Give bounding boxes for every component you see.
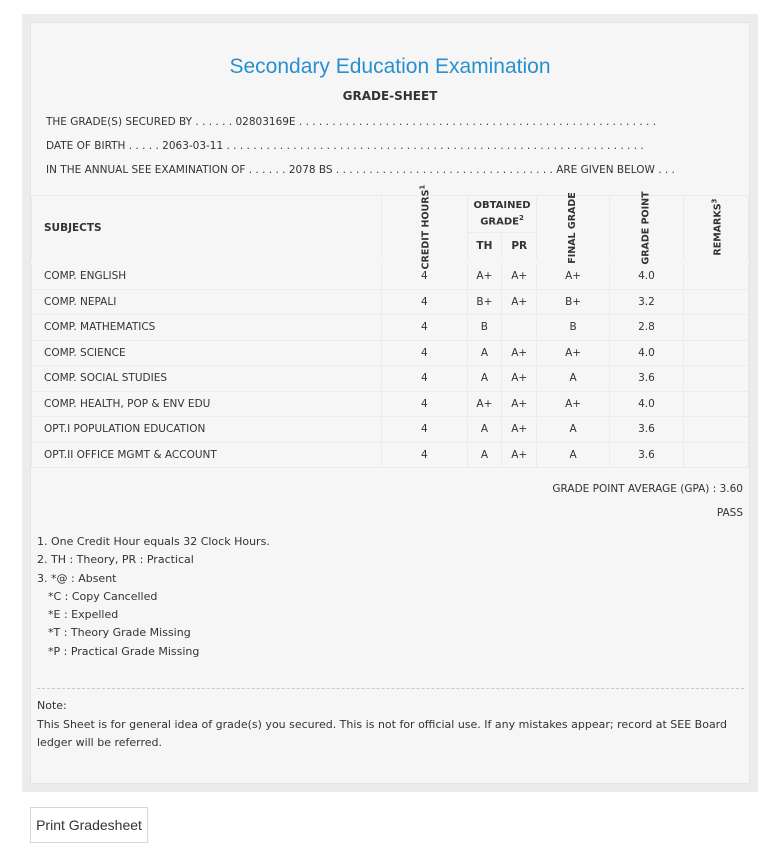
final-grade-cell: B+ <box>537 289 610 315</box>
header-grade-point: GRADE POINT <box>609 196 683 262</box>
subject-cell: COMP. SCIENCE <box>32 340 382 366</box>
th-grade-cell: B <box>467 315 501 341</box>
header-pr: PR <box>502 233 537 262</box>
gradesheet-card <box>30 22 750 784</box>
pr-grade-cell: A+ <box>502 262 537 290</box>
pr-grade-cell: A+ <box>502 340 537 366</box>
subject-cell: OPT.I POPULATION EDUCATION <box>32 417 382 443</box>
final-grade-cell: B <box>537 315 610 341</box>
grade-point-cell: 4.0 <box>609 391 683 417</box>
page-subtitle: GRADE-SHEET <box>342 89 438 103</box>
header-obtained-grade: OBTAINED GRADE$^2$ <box>467 196 537 233</box>
header-remarks: REMARKS$^3$ <box>684 196 749 262</box>
subject-cell: COMP. HEALTH, POP & ENV EDU <box>32 391 382 417</box>
grade-point-cell: 3.6 <box>609 442 683 468</box>
gpa-value: GRADE POINT AVERAGE (GPA) : 3.60 <box>552 483 743 495</box>
remarks-cell <box>684 262 749 290</box>
table-row <box>32 289 749 315</box>
th-grade-cell: A <box>467 442 501 468</box>
credit-cell: 4 <box>381 262 467 290</box>
th-grade-cell: A <box>467 340 501 366</box>
header-th: TH <box>467 233 501 262</box>
credit-cell: 4 <box>381 289 467 315</box>
header-subjects: SUBJECTS <box>32 196 382 262</box>
th-grade-cell: B+ <box>467 289 501 315</box>
grades-table <box>31 185 749 468</box>
remarks-cell <box>684 417 749 443</box>
pr-grade-cell <box>502 315 537 341</box>
footnote-item: *E : Expelled <box>48 608 119 622</box>
table-row <box>32 391 749 417</box>
final-grade-cell: A <box>537 366 610 392</box>
footnotes <box>37 533 270 661</box>
remarks-cell <box>684 340 749 366</box>
header-credit-hours: CREDIT HOURS$^1$ <box>381 196 467 262</box>
grade-point-cell: 3.6 <box>609 366 683 392</box>
th-grade-cell: A+ <box>467 262 501 290</box>
grade-point-cell: 3.2 <box>609 289 683 315</box>
remarks-cell <box>684 366 749 392</box>
result-status: PASS <box>716 507 743 519</box>
grade-point-cell: 3.6 <box>609 417 683 443</box>
credit-cell: 4 <box>381 391 467 417</box>
th-grade-cell: A <box>467 417 501 443</box>
table-row <box>32 315 749 341</box>
pr-grade-cell: A+ <box>502 366 537 392</box>
dob-line: DATE OF BIRTH . . . . . 2063-03-11 . . . . . . . . . . . . . . . . . . . . . . . . . . . . . . . . . . . . . . . . . . . . . . . . . . . . . . . . . . . . . . . <box>46 140 644 152</box>
credit-cell: 4 <box>381 417 467 443</box>
print-gradesheet-button[interactable]: Print Gradesheet <box>30 807 148 843</box>
table-row <box>32 442 749 468</box>
subject-cell: COMP. MATHEMATICS <box>32 315 382 341</box>
footnote-item: *P : Practical Grade Missing <box>48 644 200 658</box>
subject-cell: COMP. ENGLISH <box>32 262 382 290</box>
th-grade-cell: A+ <box>467 391 501 417</box>
table-row <box>32 262 749 290</box>
grade-point-cell: 4.0 <box>609 262 683 290</box>
grade-point-cell: 2.8 <box>609 315 683 341</box>
credit-cell: 4 <box>381 366 467 392</box>
subject-cell: COMP. NEPALI <box>32 289 382 315</box>
header-final-grade: FINAL GRADE <box>537 196 610 262</box>
credit-cell: 4 <box>381 442 467 468</box>
exam-line: IN THE ANNUAL SEE EXAMINATION OF . . . . . . 2078 BS . . . . . . . . . . . . . . . . . . . . . . . . . . . . . . . . . ARE GIVEN BELOW . . . <box>46 164 675 176</box>
footnote-item: *T : Theory Grade Missing <box>48 626 191 640</box>
grade-secured-line: THE GRADE(S) SECURED BY . . . . . . 02803169E . . . . . . . . . . . . . . . . . . . . . . . . . . . . . . . . . . . . . . . . . . . . . . . . . . . . . . <box>46 116 657 128</box>
th-grade-cell: A <box>467 366 501 392</box>
footnote-item: 1. One Credit Hour equals 32 Clock Hours. <box>37 535 270 548</box>
credit-cell: 4 <box>381 315 467 341</box>
footnote-item: *C : Copy Cancelled <box>48 589 158 603</box>
subject-cell: COMP. SOCIAL STUDIES <box>32 366 382 392</box>
remarks-cell <box>684 289 749 315</box>
grade-point-cell: 4.0 <box>609 340 683 366</box>
table-row <box>32 417 749 443</box>
final-grade-cell: A <box>537 442 610 468</box>
table-row <box>32 340 749 366</box>
page-title: Secondary Education Examination <box>229 55 551 78</box>
note-label: Note: <box>37 699 67 712</box>
remarks-cell <box>684 391 749 417</box>
note-section <box>37 697 737 753</box>
note-text: This Sheet is for general idea of grade(s) you secured. This is not for official use. If any mistakes appear; record at SEE Board ledger will be referred. <box>37 717 727 749</box>
subject-cell: OPT.II OFFICE MGMT & ACCOUNT <box>32 442 382 468</box>
credit-cell: 4 <box>381 340 467 366</box>
remarks-cell <box>684 442 749 468</box>
final-grade-cell: A <box>537 417 610 443</box>
pr-grade-cell: A+ <box>502 442 537 468</box>
table-row <box>32 366 749 392</box>
remarks-cell <box>684 315 749 341</box>
gradesheet-panel <box>22 14 758 792</box>
footnote-item: 2. TH : Theory, PR : Practical <box>37 553 194 567</box>
pr-grade-cell: A+ <box>502 417 537 443</box>
final-grade-cell: A+ <box>537 262 610 290</box>
final-grade-cell: A+ <box>537 391 610 417</box>
note-divider <box>37 688 744 689</box>
pr-grade-cell: A+ <box>502 391 537 417</box>
pr-grade-cell: A+ <box>502 289 537 315</box>
footnote-item: 3. *@ : Absent <box>37 571 117 585</box>
final-grade-cell: A+ <box>537 340 610 366</box>
